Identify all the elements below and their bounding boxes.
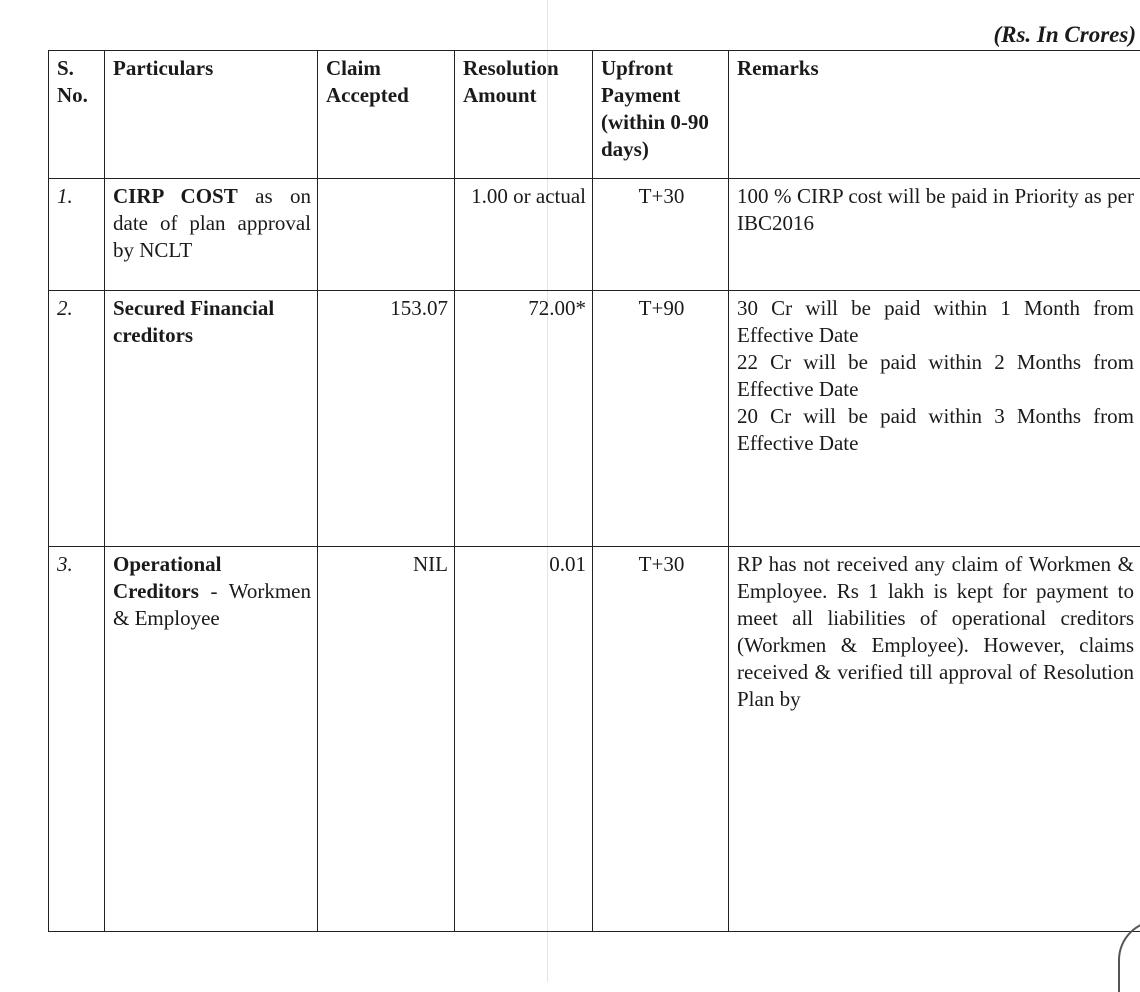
currency-note: (Rs. In Crores) <box>993 22 1136 48</box>
row-particulars <box>105 547 318 932</box>
col-header-remarks: Remarks <box>729 51 1140 179</box>
row-resolution-amount: 72.00* <box>455 291 593 547</box>
row-claim-accepted: NIL <box>318 547 455 932</box>
col-header-particulars: Particulars <box>105 51 318 179</box>
particulars-bold: Operational Creditors <box>113 552 222 603</box>
remarks-line: 22 Cr will be paid within 2 Months from Effective Date <box>737 349 1134 403</box>
row-upfront-payment: T+30 <box>593 547 729 932</box>
row-sno: 1. <box>49 179 105 291</box>
row-upfront-payment: T+90 <box>593 291 729 547</box>
row-remarks: RP has not received any claim of Workmen & Employee. Rs 1 lakh is kept for payment to meet all liabilities of operational creditors (Workmen & Employee). However, claims received & verified till approval of Resolution Plan by <box>729 547 1140 932</box>
resolution-plan-table <box>48 50 1140 932</box>
col-header-sno: S. No. <box>49 51 105 179</box>
col-header-resolution-amount: Resolution Amount <box>455 51 593 179</box>
particulars-bold: Secured Financial creditors <box>113 296 274 347</box>
col-header-upfront-payment: Upfront Payment (within 0-90 days) <box>593 51 729 179</box>
row-remarks: 100 % CIRP cost will be paid in Priority as per IBC2016 <box>729 179 1140 291</box>
remarks-line: 30 Cr will be paid within 1 Month from Effective Date <box>737 295 1134 349</box>
table-header-row <box>49 51 1140 179</box>
row-resolution-amount: 0.01 <box>455 547 593 932</box>
table-row <box>49 291 1140 547</box>
table-row <box>49 179 1140 291</box>
row-particulars <box>105 179 318 291</box>
row-resolution-amount: 1.00 or actual <box>455 179 593 291</box>
particulars-rest: as on date of plan approval by NCLT <box>113 184 311 262</box>
row-claim-accepted: 153.07 <box>318 291 455 547</box>
row-particulars <box>105 291 318 547</box>
particulars-rest: - Workmen & Employee <box>113 579 311 630</box>
remarks-line: 20 Cr will be paid within 3 Months from Effective Date <box>737 403 1134 457</box>
particulars-bold: CIRP COST <box>113 184 238 208</box>
row-remarks <box>729 291 1140 547</box>
row-upfront-payment: T+30 <box>593 179 729 291</box>
row-sno: 2. <box>49 291 105 547</box>
row-claim-accepted <box>318 179 455 291</box>
table-row <box>49 547 1140 932</box>
row-sno: 3. <box>49 547 105 932</box>
col-header-claim-accepted: Claim Accepted <box>318 51 455 179</box>
